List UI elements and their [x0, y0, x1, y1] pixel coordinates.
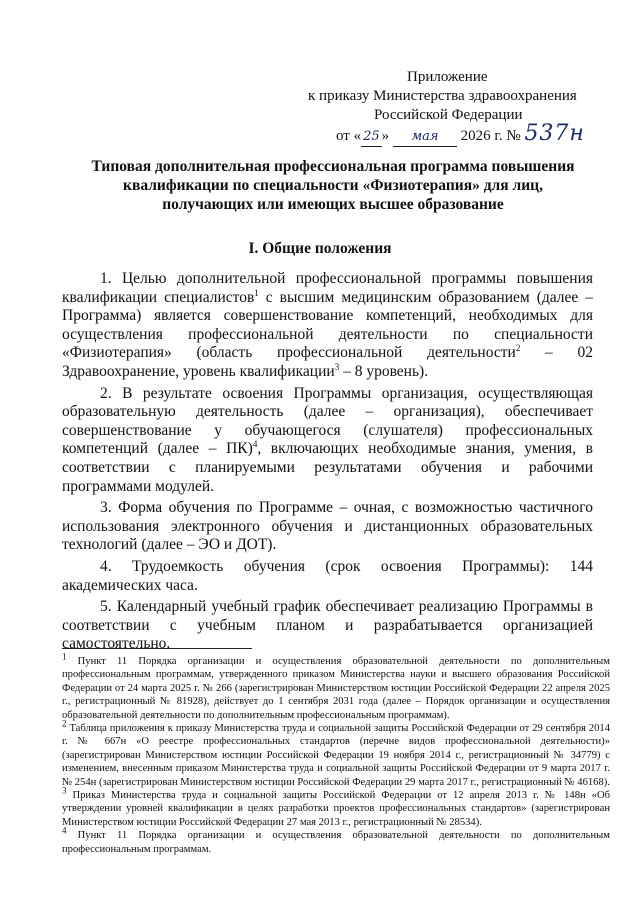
- header-order-of: к приказу Министерства здравоохранения: [308, 88, 577, 104]
- paragraph-1: [62, 270, 593, 382]
- year-text: 2026 г. №: [460, 128, 521, 144]
- paragraph-1-part-a: 1. Целью дополнительной профессиональной программы повышения квалификации специалистов: [62, 270, 593, 306]
- paragraph-4: 4. Трудоемкость обучения (срок освоения Программы): 144 академических часа.: [62, 557, 593, 594]
- footnotes: [62, 651, 610, 856]
- section-heading: I. Общие положения: [248, 240, 392, 257]
- footnote-mark-2: 2: [62, 718, 67, 729]
- footnote-mark-3: 3: [62, 785, 67, 796]
- date-mid: »: [381, 128, 390, 144]
- handwritten-month: мая: [393, 128, 457, 147]
- footnote-2-text: Таблица приложения к приказу Министерства труда и социальной защиты Российской Федерации от 29 сентября 2014 г. № 667н «О реестре профессиональных стандартов (перечне видов профессиональной деятельности)» (зарегистрирован Министерством юстиции Российской Федерации 19 ноября 2014 г., регистрационный № 34779) с изменением, внесенным приказом Министерства труда и социальной защиты Российской Федерации от 9 марта 2017 г. № 254н (зарегистрирован Министерством юстиции Российской Федерации 29 марта 2017 г., регистрационный № 46168).: [62, 723, 610, 788]
- header-appendix: Приложение: [407, 69, 488, 85]
- paragraph-1-part-b: с высшим медицинским образованием (далее – Программа) является совершенствование компетенций, необходимых для осуществления профессиональной деятельности по специальности «Физиотерапия» (область профессиональной деятельности: [62, 288, 593, 362]
- paragraph-2-part-b: , включающих необходимые знания, умения, в соответствии с планируемыми результатами обучения и рабочими программами модулей.: [62, 440, 593, 495]
- footnote-ref-4: 4: [252, 439, 258, 450]
- footnote-4-text: Пункт 11 Порядка организации и осуществления образовательной деятельности по дополнительным профессиональным программам.: [62, 830, 610, 855]
- footnote-1: [62, 651, 610, 722]
- footnote-mark-4: 4: [62, 825, 67, 836]
- paragraph-2: [62, 385, 593, 497]
- footnote-3: [62, 785, 610, 829]
- footnote-ref-1: 1: [254, 287, 259, 298]
- paragraph-2-part-a: 2. В результате освоения Программы организация, осуществляющая образовательную деятельность (далее – организация), обеспечивает совершенствование у обучающегося (слушателя) профессиональных компетенций (далее – ПК): [62, 384, 593, 458]
- paragraph-1-part-c: – 02 Здравоохранение, уровень квалификации: [62, 344, 593, 380]
- footnote-2: [62, 718, 610, 789]
- paragraph-3: 3. Форма обучения по Программе – очная, с возможностью частичного использования электронного обучения и дистанционных образовательных технологий (далее – ЭО и ДОТ).: [62, 499, 593, 554]
- document-body: [62, 270, 593, 657]
- program-title: Типовая дополнительная профессиональная программа повышения квалификации по специальности «Физиотерапия» для лиц, получающих или имеющих высшее образование: [91, 158, 575, 213]
- footnote-ref-3: 3: [334, 361, 340, 372]
- handwritten-day: 25: [361, 128, 382, 147]
- footnote-divider: [62, 648, 252, 649]
- date-prefix: от «: [336, 128, 362, 144]
- footnote-ref-2: 2: [515, 343, 521, 354]
- header-country: Российской Федерации: [374, 107, 523, 123]
- paragraph-5: 5. Календарный учебный график обеспечивает реализацию Программы в соответствии с учебным планом и разрабатывается организацией самостоятельно.: [62, 598, 593, 653]
- header-date-number: [336, 121, 585, 147]
- footnote-4: [62, 825, 610, 856]
- footnote-mark-1: 1: [62, 651, 67, 662]
- footnote-1-text: Пункт 11 Порядка организации и осуществления образовательной деятельности по дополнительным профессиональным программам, утвержденного приказом Министерства науки и высшего образования Российской Федерации от 24 марта 2025 г. № 266 (зарегистрирован Министерством юстиции Российской Федерации 22 апреля 2025 г., регистрационный № 81928), действует до 1 сентября 2031 года (далее – Порядок организации и осуществления образовательной деятельности по дополнительным профессиональным программам).: [62, 656, 610, 721]
- paragraph-1-part-d: – 8 уровень).: [339, 362, 429, 380]
- handwritten-order-number: 537н: [524, 121, 585, 146]
- footnote-3-text: Приказ Министерства труда и социальной защиты Российской Федерации от 12 апреля 2013 г. № 148н «Об утверждении уровней квалификации в целях разработки проектов профессиональных стандартов» (зарегистрирован Министерством юстиции Российской Федерации 27 мая 2013 г., регистрационный № 28534).: [62, 790, 610, 828]
